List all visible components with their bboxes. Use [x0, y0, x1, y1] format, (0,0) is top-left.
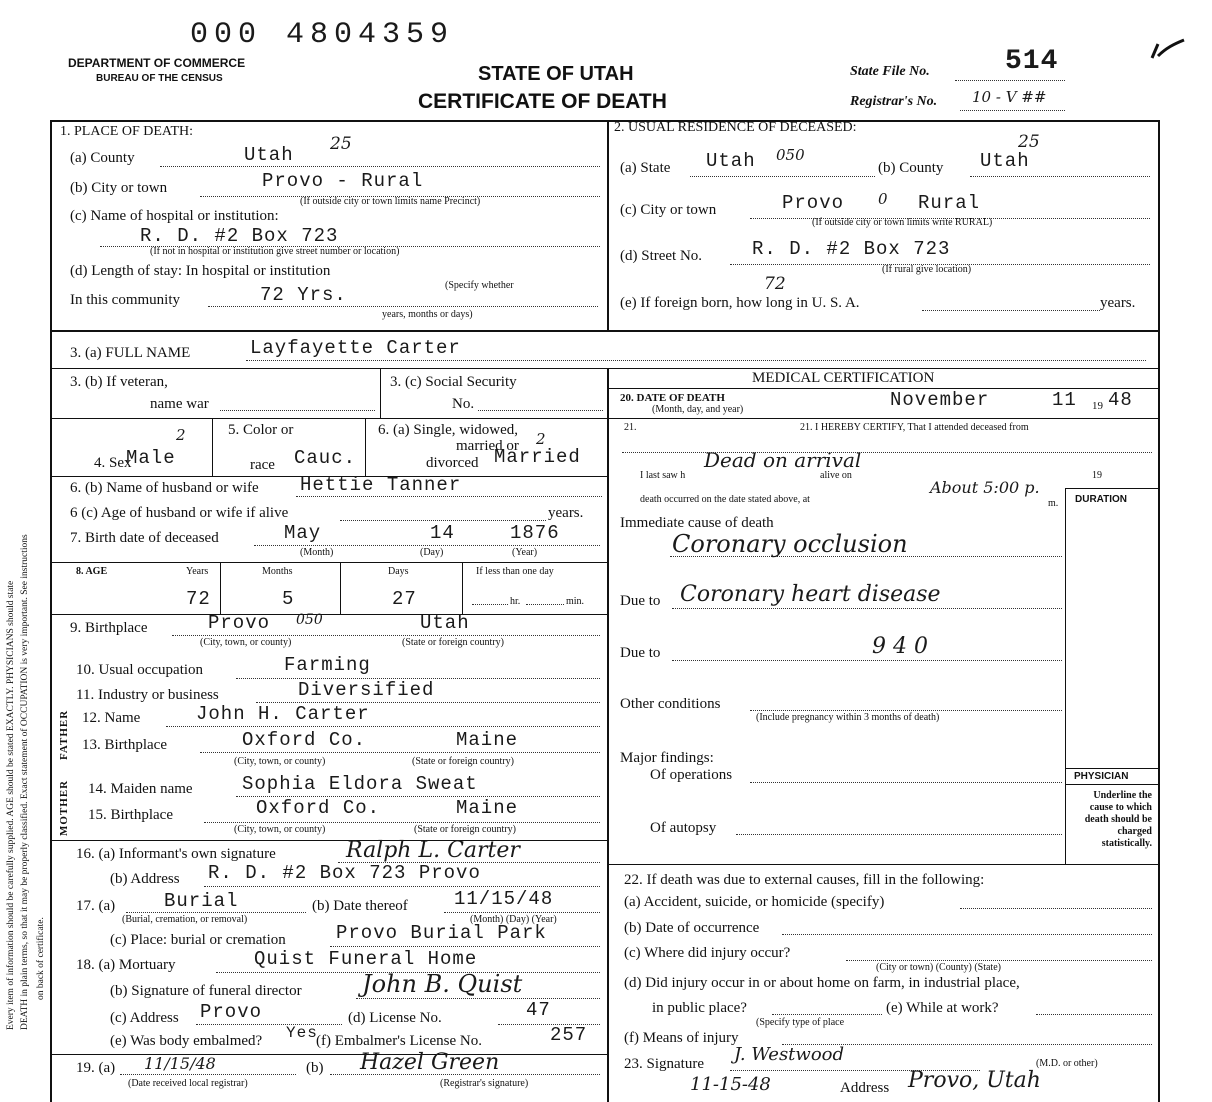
age-days: 27	[392, 588, 417, 610]
mother-maiden-label: 14. Maiden name	[88, 781, 193, 797]
birth-year: 1876	[510, 522, 560, 544]
mother-birthplace-label: 15. Birthplace	[88, 807, 173, 823]
father-name-label: 12. Name	[82, 710, 141, 726]
death-city-label: (b) City or town	[70, 180, 168, 196]
registrar-number-label: Registrar's No.	[850, 94, 938, 109]
certificate-title: CERTIFICATE OF DEATH	[418, 90, 667, 113]
embalmer-label: (f) Embalmer's License No.	[316, 1033, 482, 1049]
death-county-label: (a) County	[70, 150, 135, 166]
signature-label: 23. Signature	[624, 1056, 704, 1072]
other-conditions-note: (Include pregnancy within 3 months of death)	[756, 712, 940, 723]
father-name: John H. Carter	[196, 703, 370, 725]
marital-label-1: 6. (a) Single, widowed,	[378, 422, 518, 438]
mother-maiden-name: Sophia Eldora Sweat	[242, 773, 478, 795]
res-city: Provo	[782, 192, 845, 214]
specify-place-note: (Specify type of place	[756, 1017, 845, 1028]
res-street: R. D. #2 Box 723	[752, 238, 951, 260]
res-city-note: (If outside city or town limits write RURAL)	[812, 217, 993, 228]
res-street-note: (If rural give location)	[882, 264, 972, 275]
community-stay: 72 Yrs.	[260, 284, 347, 306]
immediate-cause: Coronary occlusion	[672, 530, 908, 558]
death-county: Utah	[244, 144, 294, 166]
less-than-day-label: If less than one day	[476, 566, 554, 577]
father-city-note: (City, town, or county)	[234, 756, 326, 767]
immediate-cause-label: Immediate cause of death	[620, 515, 774, 531]
industry: Diversified	[298, 679, 435, 701]
medical-heading: MEDICAL CERTIFICATION	[752, 370, 935, 386]
department-label: DEPARTMENT OF COMMERCE	[68, 56, 246, 70]
death-year: 48	[1108, 389, 1133, 411]
marital-label-3: divorced	[426, 455, 479, 471]
while-at-work-label: (e) While at work?	[886, 1000, 999, 1016]
res-state-label: (a) State	[620, 160, 671, 176]
received-note: (Date received local registrar)	[128, 1078, 248, 1089]
certify-label: 21. I HEREBY CERTIFY, That I attended deceased from	[800, 422, 1029, 433]
physician-address-label: Address	[840, 1080, 890, 1096]
informant-address: R. D. #2 Box 723 Provo	[208, 862, 481, 884]
mortuary: Quist Funeral Home	[254, 948, 478, 970]
director-label: (b) Signature of funeral director	[110, 983, 302, 999]
occurrence-label: (b) Date of occurrence	[624, 920, 760, 936]
m-label: m.	[1048, 498, 1059, 509]
file-serial-number: 000 4804359	[190, 18, 455, 52]
received-date: 11/15/48	[144, 1054, 216, 1073]
specify-note: (Specify whether	[445, 280, 514, 291]
month-note: (Month)	[300, 547, 334, 558]
physician-address: Provo, Utah	[908, 1068, 1041, 1093]
day-note: (Day)	[420, 547, 444, 558]
external-causes-label: 22. If death was due to external causes, fill in the following:	[624, 872, 985, 888]
marital-status: Married	[494, 446, 581, 468]
marital-code: 2	[536, 430, 546, 448]
race-label: race	[250, 457, 275, 473]
hospital-label: (c) Name of hospital or institution:	[70, 208, 279, 224]
ssn-label: 3. (c) Social Security	[390, 374, 517, 390]
spouse-label: 6. (b) Name of husband or wife	[70, 480, 259, 496]
license-label: (d) License No.	[348, 1010, 442, 1026]
embalmed: Yes	[286, 1024, 318, 1042]
place-of-death-heading: 1. PLACE OF DEATH:	[60, 124, 194, 139]
sex-code: 2	[176, 426, 186, 444]
burial-label: 17. (a)	[76, 898, 116, 914]
license-number: 47	[526, 999, 551, 1021]
mortuary-label: 18. (a) Mortuary	[76, 957, 176, 973]
death-month: November	[890, 389, 990, 411]
last-saw-value: Dead on arrival	[704, 448, 862, 472]
nineteen-1: 19	[1092, 470, 1102, 481]
registrar-number: 10 - V ##	[972, 88, 1047, 106]
state-title: STATE OF UTAH	[478, 63, 634, 85]
res-state-code: 050	[776, 146, 805, 164]
means-label: (f) Means of injury	[624, 1030, 739, 1046]
foreign-born-code: 72	[764, 274, 786, 294]
death-county-code: 25	[330, 134, 352, 154]
due-to-2-label: Due to	[620, 645, 661, 661]
due-to-1: Coronary heart disease	[680, 582, 941, 607]
father-birthplace-city: Oxford Co.	[242, 729, 367, 751]
father-birthplace-state: Maine	[456, 729, 519, 751]
birthplace-state: Utah	[420, 612, 470, 634]
major-findings-label: Major findings:	[620, 750, 714, 766]
other-conditions-label: Other conditions	[620, 696, 721, 712]
sex-label: 4. Sex	[94, 455, 132, 471]
foreign-born-label: (e) If foreign born, how long in U. S. A.	[620, 295, 860, 311]
where-label: (c) Where did injury occur?	[624, 945, 791, 961]
spouse-age-years: years.	[548, 505, 584, 521]
mother-birthplace-city: Oxford Co.	[256, 797, 381, 819]
res-county-code: 25	[1018, 132, 1040, 152]
full-name-label: 3. (a) FULL NAME	[70, 345, 191, 361]
color-label: 5. Color or	[228, 422, 294, 438]
duration-label: DURATION	[1075, 494, 1128, 505]
age-years-label: Years	[186, 566, 209, 577]
res-city-rural: Rural	[918, 192, 981, 214]
age-days-label: Days	[388, 566, 409, 577]
burial-place: Provo Burial Park	[336, 922, 547, 944]
burial-date-label: (b) Date thereof	[312, 898, 408, 914]
marital-label-2: married or	[456, 438, 519, 454]
home-label: (d) Did injury occur in or about home on farm, in industrial place,	[624, 975, 1020, 991]
operations-label: Of operations	[650, 767, 733, 783]
death-city-note: (If outside city or town limits name Precinct)	[300, 196, 481, 207]
age-months: 5	[282, 588, 295, 610]
mother-side-label: MOTHER	[58, 779, 70, 836]
birthplace-city: Provo	[208, 612, 271, 634]
registrar-signature: Hazel Green	[360, 1050, 500, 1075]
md-label: (M.D. or other)	[1036, 1058, 1098, 1069]
date-of-death-label: 20. DATE OF DEATH	[620, 392, 725, 404]
informant-address-label: (b) Address	[110, 871, 180, 887]
res-city-code: 0	[878, 190, 888, 208]
community-label: In this community	[70, 292, 180, 308]
residence-heading: 2. USUAL RESIDENCE OF DECEASED:	[614, 120, 857, 135]
physician-box-text: Underline the cause to which death should be charged statistically.	[1084, 790, 1152, 849]
burial-date: 11/15/48	[454, 888, 554, 910]
due-to-1-label: Due to	[620, 593, 661, 609]
min-label: min.	[566, 596, 585, 607]
res-county-label: (b) County	[878, 160, 944, 176]
birth-month: May	[284, 522, 322, 544]
director-signature: John B. Quist	[362, 970, 523, 998]
due-to-2: 9 4 0	[872, 634, 928, 659]
spouse-name: Hettie Tanner	[300, 474, 462, 496]
certify-number: 21.	[624, 422, 637, 433]
father-state-note: (State or foreign country)	[412, 756, 514, 767]
industry-label: 11. Industry or business	[76, 687, 219, 703]
full-name: Layfayette Carter	[250, 337, 461, 359]
birthplace-label: 9. Birthplace	[70, 620, 148, 636]
burial-note: (Burial, cremation, or removal)	[122, 914, 248, 925]
res-state: Utah	[706, 150, 756, 172]
embalmed-label: (e) Was body embalmed?	[110, 1033, 263, 1049]
race: Cauc.	[294, 447, 357, 469]
birthplace-code: 050	[296, 612, 323, 628]
death-year-prefix: 19	[1092, 400, 1103, 412]
mortuary-address-label: (c) Address	[110, 1010, 179, 1026]
death-day: 11	[1052, 389, 1077, 411]
length-of-stay-label: (d) Length of stay: In hospital or institution	[70, 263, 331, 279]
side-instructions-1: Every item of information should be carefully supplied. AGE should be stated EXACTLY. PHYSICIANS should state	[6, 580, 16, 1030]
where-notes: (City or town) (County) (State)	[876, 962, 1001, 973]
hospital-value: R. D. #2 Box 723	[140, 225, 339, 247]
signature-date: 11-15-48	[690, 1074, 771, 1095]
death-occurred-label: death occurred on the date stated above, at	[640, 494, 810, 505]
res-city-label: (c) City or town	[620, 202, 717, 218]
burial-date-note: (Month) (Day) (Year)	[470, 914, 557, 925]
burial-disposition: Burial	[164, 890, 239, 912]
foreign-years: years.	[1100, 295, 1136, 311]
year-note: (Year)	[512, 547, 538, 558]
birth-date-label: 7. Birth date of deceased	[70, 530, 219, 546]
age-months-label: Months	[262, 566, 293, 577]
bureau-label: BUREAU OF THE CENSUS	[96, 73, 223, 84]
date-of-death-sub: (Month, day, and year)	[652, 404, 744, 415]
side-instructions-2: DEATH in plain terms, so that it may be properly classified. Exact statement of OCCUPATION is very important. See instructions	[20, 534, 30, 1030]
received-label: 19. (a)	[76, 1060, 116, 1076]
embalmer-license: 257	[550, 1024, 588, 1046]
informant-signature: Ralph L. Carter	[346, 838, 520, 863]
physician-signature: J. Westwood	[734, 1044, 845, 1065]
birthplace-note-1: (City, town, or county)	[200, 637, 292, 648]
age-years: 72	[186, 588, 211, 610]
years-note: years, months or days)	[382, 309, 473, 320]
birth-day: 14	[430, 522, 455, 544]
burial-place-label: (c) Place: burial or cremation	[110, 932, 286, 948]
occupation-label: 10. Usual occupation	[76, 662, 204, 678]
res-county: Utah	[980, 150, 1030, 172]
public-place-label: in public place?	[652, 1000, 747, 1016]
last-saw-label: I last saw h	[640, 470, 686, 481]
time-of-death: About 5:00 p.	[930, 478, 1040, 497]
mother-birthplace-state: Maine	[456, 797, 519, 819]
birthplace-note-2: (State or foreign country)	[402, 637, 504, 648]
hr-label: hr.	[510, 596, 521, 607]
check-mark-icon	[1148, 32, 1188, 62]
accident-label: (a) Accident, suicide, or homicide (specify)	[624, 894, 885, 910]
physician-box-title: PHYSICIAN	[1074, 771, 1129, 782]
spouse-age-label: 6 (c) Age of husband or wife if alive	[70, 505, 289, 521]
state-file-label: State File No.	[850, 64, 930, 79]
sex: Male	[126, 447, 176, 469]
mother-state-note: (State or foreign country)	[414, 824, 516, 835]
veteran-war-label: name war	[150, 396, 209, 412]
veteran-label: 3. (b) If veteran,	[70, 374, 168, 390]
res-street-label: (d) Street No.	[620, 248, 703, 264]
father-birthplace-label: 13. Birthplace	[82, 737, 167, 753]
age-label: 8. AGE	[76, 566, 108, 577]
father-side-label: FATHER	[58, 709, 70, 760]
informant-label: 16. (a) Informant's own signature	[76, 846, 276, 862]
death-city: Provo - Rural	[262, 170, 424, 192]
registrar-note: (Registrar's signature)	[440, 1078, 529, 1089]
occupation: Farming	[284, 654, 371, 676]
autopsy-label: Of autopsy	[650, 820, 717, 836]
registrar-b-label: (b)	[306, 1060, 324, 1076]
ssn-no-label: No.	[452, 396, 475, 412]
mother-city-note: (City, town, or county)	[234, 824, 326, 835]
alive-on-label: alive on	[820, 470, 852, 481]
hospital-note: (If not in hospital or institution give street number or location)	[150, 246, 400, 257]
state-file-number: 514	[1005, 46, 1059, 77]
mortuary-address: Provo	[200, 1001, 263, 1023]
side-instructions-3: on back of certificate.	[36, 917, 46, 1000]
